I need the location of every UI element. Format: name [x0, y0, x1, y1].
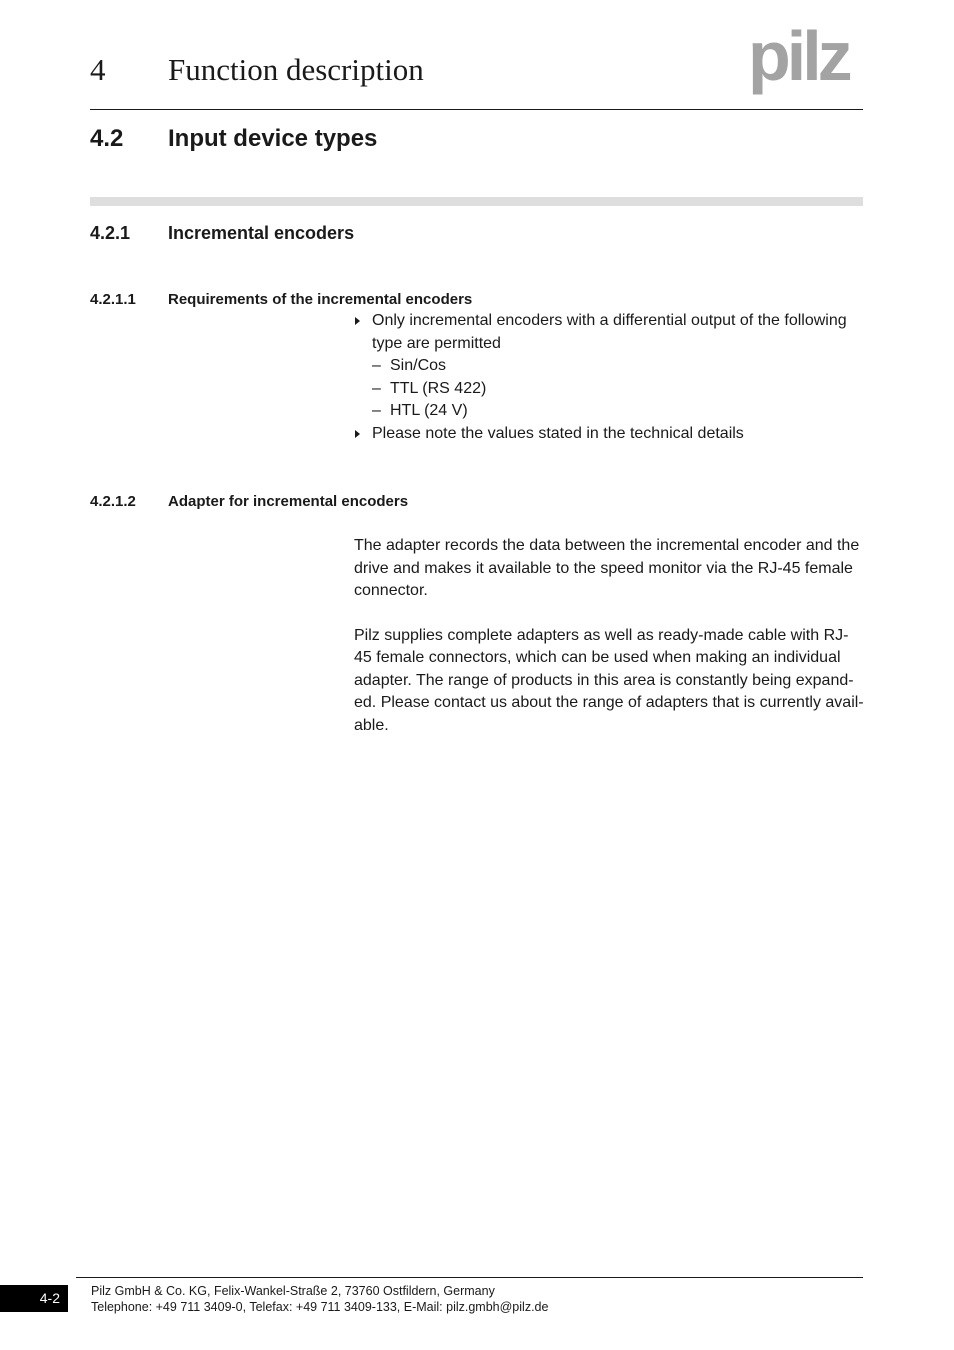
requirements-list	[354, 310, 866, 445]
paragraph-line: Pilz supplies complete adapters as well as ready-made cable with RJ-	[354, 626, 849, 644]
paragraph-line: connector.	[354, 582, 428, 599]
header-rule	[90, 109, 863, 110]
bullet-text-line: Please note the values stated in the technical details	[372, 424, 744, 442]
chapter-title: Function description	[168, 52, 424, 87]
paragraph-line: 45 female connectors, which can be used when making an individual	[354, 649, 841, 666]
subsection-number: 4.2.1	[90, 223, 131, 243]
footer-rule	[76, 1277, 863, 1278]
adapter-number: 4.2.1.2	[90, 493, 136, 510]
section-number: 4.2	[90, 125, 124, 152]
paragraph-line: ed. Please contact us about the range of adapters that is currently avail-	[354, 694, 864, 711]
paragraph	[354, 535, 866, 603]
paragraph-line: adapter. The range of products in this area is constantly being expand-	[354, 671, 854, 689]
bullet-arrow-icon	[355, 317, 360, 325]
paragraph	[354, 625, 866, 738]
list-item: – TTL (RS 422)	[372, 379, 487, 397]
requirements-title: Requirements of the incremental encoders	[168, 291, 473, 308]
paragraph-line: drive and makes it available to the speed monitor via the RJ-45 female	[354, 559, 853, 577]
bullet-text-line: Only incremental encoders with a differential output of the following	[372, 312, 847, 329]
requirements-number: 4.2.1.1	[90, 291, 136, 308]
subsection-title: Incremental encoders	[168, 223, 355, 243]
list-item: – HTL (24 V)	[372, 402, 468, 419]
logo-wordmark: pilz	[748, 28, 849, 95]
section-divider	[90, 197, 863, 206]
bullet-arrow-icon	[355, 430, 360, 438]
list-item: – Sin/Cos	[372, 357, 447, 374]
adapter-body	[354, 535, 866, 759]
type-item: TTL (RS 422)	[390, 379, 487, 397]
footer-address	[91, 1283, 548, 1315]
page-number: 4-2	[0, 1285, 68, 1312]
footer-line: Pilz GmbH & Co. KG, Felix-Wankel-Straße 2, 73760 Ostfildern, Germany	[91, 1284, 495, 1298]
list-item	[354, 423, 866, 446]
section-title: Input device types	[168, 125, 378, 152]
paragraph-line: able.	[354, 716, 389, 734]
pilz-logo	[748, 28, 864, 96]
list-item	[354, 310, 866, 355]
type-item: Sin/Cos	[390, 357, 447, 374]
footer-line: Telephone: +49 711 3409-0, Telefax: +49 711 3409-133, E-Mail: pilz.gmbh@pilz.de	[91, 1300, 549, 1314]
chapter-number: 4	[90, 52, 106, 87]
bullet-text-line: type are permitted	[372, 334, 501, 352]
adapter-title: Adapter for incremental encoders	[168, 493, 409, 510]
paragraph-line: The adapter records the data between the incremental encoder and the	[354, 537, 860, 554]
type-item: HTL (24 V)	[390, 402, 468, 419]
